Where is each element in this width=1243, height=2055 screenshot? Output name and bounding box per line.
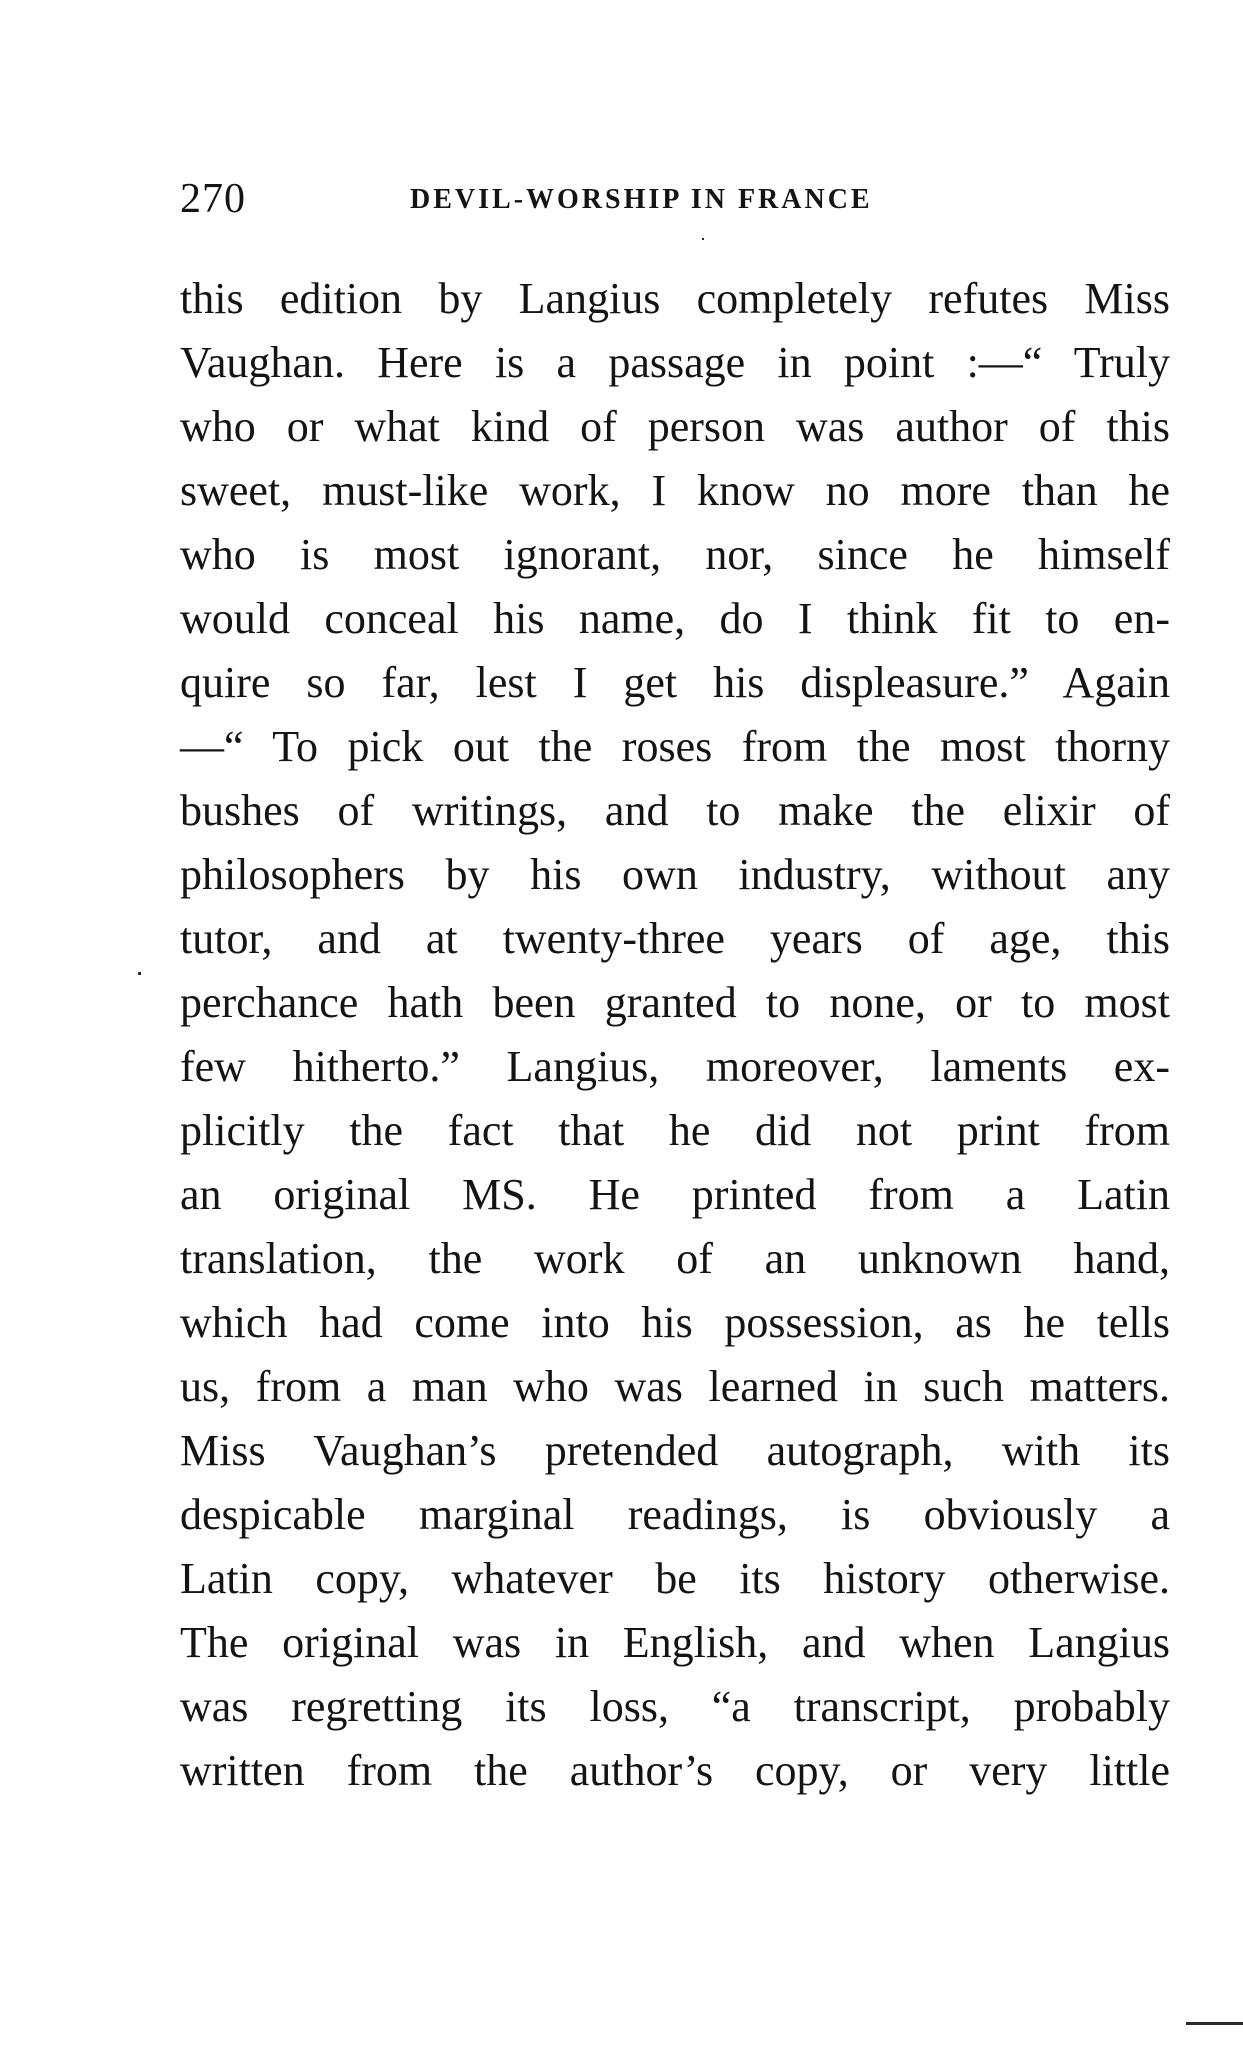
text-line: this edition by Langius completely refutes Miss	[180, 274, 1170, 323]
text-line: which had come into his possession, as he tells	[180, 1298, 1170, 1347]
text-line: us, from a man who was learned in such matters.	[180, 1362, 1170, 1411]
text-line: tutor, and at twenty-three years of age, this	[180, 914, 1170, 963]
text-line: who is most ignorant, nor, since he himself	[180, 530, 1170, 579]
text-line: perchance hath been granted to none, or to most	[180, 978, 1170, 1027]
scan-edge-mark	[1186, 2022, 1243, 2025]
text-line: an original MS. He printed from a Latin	[180, 1170, 1170, 1219]
text-line: who or what kind of person was author of this	[180, 402, 1170, 451]
text-line: written from the author’s copy, or very little	[180, 1746, 1170, 1795]
text-line: bushes of writings, and to make the elixir of	[180, 786, 1170, 835]
text-line: would conceal his name, do I think fit to en-	[180, 594, 1170, 643]
text-line: few hitherto.” Langius, moreover, laments ex-	[180, 1042, 1170, 1091]
text-line: despicable marginal readings, is obviously a	[180, 1490, 1170, 1539]
running-title: DEVIL-WORSHIP IN FRANCE	[410, 184, 873, 215]
text-line: Latin copy, whatever be its history otherwise.	[180, 1554, 1170, 1603]
text-line: philosophers by his own industry, without any	[180, 850, 1170, 899]
text-line: was regretting its loss, “a transcript, probably	[180, 1682, 1170, 1731]
text-line: Vaughan. Here is a passage in point :—“ Truly	[180, 338, 1170, 387]
scan-speck	[702, 238, 704, 240]
text-line: translation, the work of an unknown hand,	[180, 1234, 1170, 1283]
text-line: —“ To pick out the roses from the most thorny	[180, 722, 1170, 771]
text-line: plicitly the fact that he did not print from	[180, 1106, 1170, 1155]
text-line: Miss Vaughan’s pretended autograph, with its	[180, 1426, 1170, 1475]
text-line: sweet, must-like work, I know no more than he	[180, 466, 1170, 515]
text-line: quire so far, lest I get his displeasure.” Again	[180, 658, 1170, 707]
running-head	[180, 174, 960, 224]
text-line: The original was in English, and when Langius	[180, 1618, 1170, 1667]
page-number: 270	[180, 176, 246, 222]
scan-speck	[138, 972, 141, 975]
body-text	[180, 267, 1170, 1803]
